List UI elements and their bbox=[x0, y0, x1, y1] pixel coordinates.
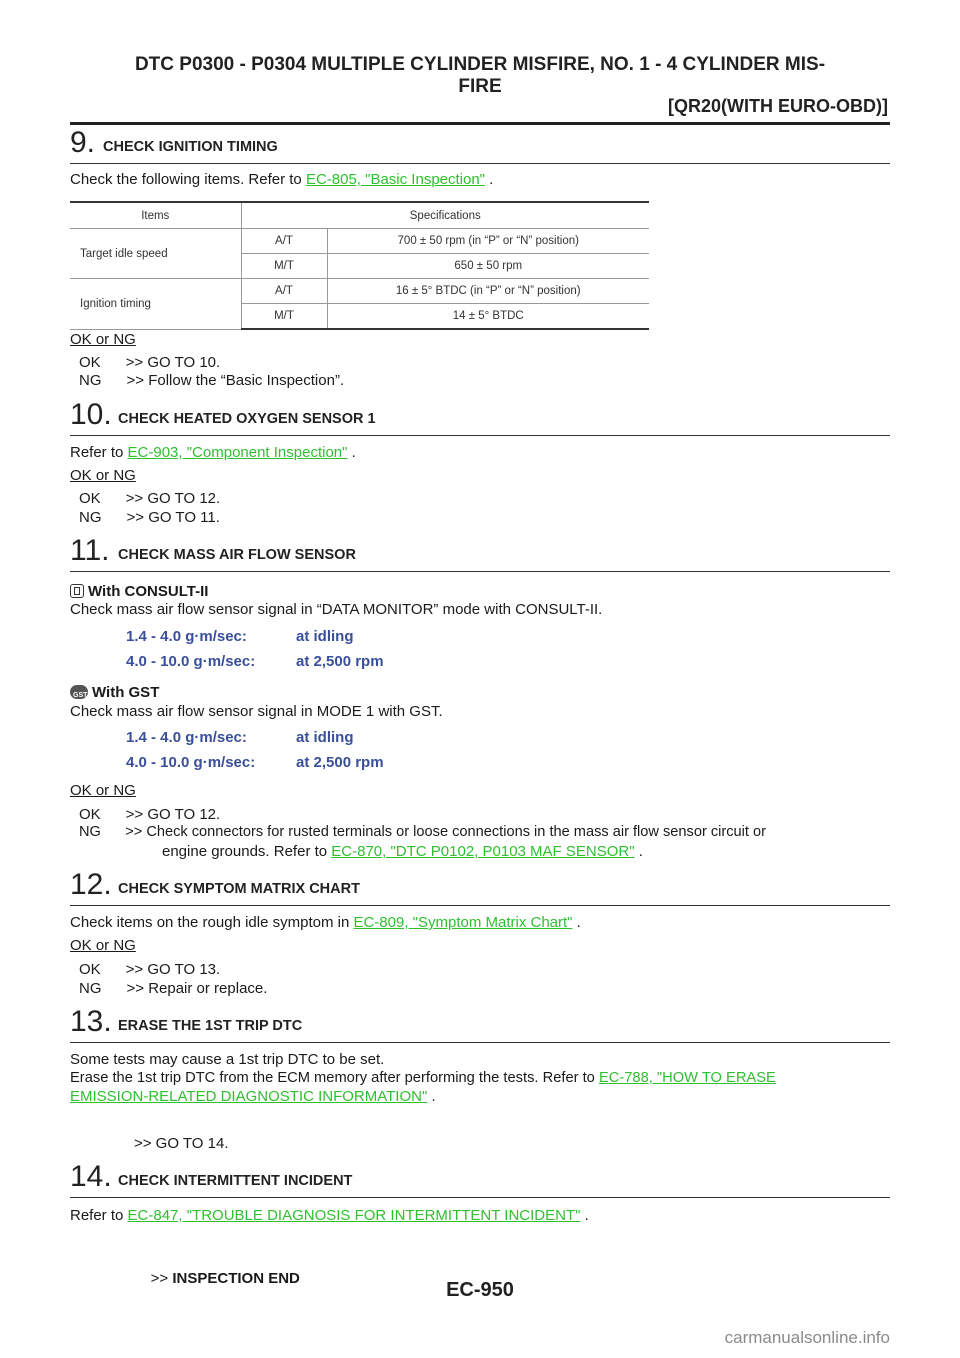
page-title bbox=[70, 54, 890, 98]
gst-spec-cond-1: at idling bbox=[296, 729, 354, 746]
section-12-number: 12. bbox=[70, 868, 112, 901]
page-subtitle: [QR20(WITH EURO-OBD)] bbox=[668, 96, 888, 116]
section-9-number: 9. bbox=[70, 126, 96, 159]
section-11-ok-result: OK >> GO TO 12. bbox=[79, 806, 221, 823]
erase-dtc-link-cont[interactable]: EMISSION-RELATED DIAGNOSTIC INFORMATION" bbox=[70, 1088, 428, 1105]
consult-spec-range-2: 4.0 - 10.0 g·m/sec: bbox=[126, 653, 256, 670]
ignition-spec-table bbox=[70, 201, 649, 330]
section-10-ng-result: NG >> GO TO 11. bbox=[79, 509, 220, 526]
section-13-line2 bbox=[70, 1069, 776, 1087]
component-inspection-link[interactable]: EC-903, "Component Inspection" bbox=[127, 444, 348, 461]
section-14-text-pre: Refer to bbox=[70, 1207, 128, 1224]
result-arrow: >> bbox=[150, 1270, 173, 1287]
section-11-heading bbox=[70, 536, 890, 572]
section-11-ng-result-line2 bbox=[162, 843, 643, 860]
section-9-text bbox=[70, 171, 493, 189]
section-12-ok-or-ng: OK or NG bbox=[70, 937, 136, 954]
gst-spec-range-2: 4.0 - 10.0 g·m/sec: bbox=[126, 754, 256, 771]
section-9-text-post: . bbox=[485, 171, 494, 188]
section-13-number: 13. bbox=[70, 1005, 112, 1038]
section-13-heading bbox=[70, 1007, 890, 1043]
section-12-ng-result: NG >> Repair or replace. bbox=[79, 980, 268, 997]
gst-text: Check mass air flow sensor signal in MODE 1 with GST. bbox=[70, 703, 443, 720]
section-14-heading bbox=[70, 1162, 890, 1198]
section-13-title: ERASE THE 1ST TRIP DTC bbox=[118, 1018, 303, 1034]
section-10-text-post: . bbox=[347, 444, 356, 461]
section-10-number: 10. bbox=[70, 398, 112, 431]
section-9-ok-result: OK >> GO TO 10. bbox=[79, 354, 221, 371]
section-11-title: CHECK MASS AIR FLOW SENSOR bbox=[118, 547, 356, 563]
section-11-number: 11. bbox=[70, 534, 110, 567]
section-12-heading bbox=[70, 870, 890, 906]
section-9-text-pre: Check the following items. Refer to bbox=[70, 171, 306, 188]
table-cell-value: 14 ± 5° BTDC bbox=[327, 304, 649, 330]
section-12-text bbox=[70, 914, 581, 932]
section-14-text bbox=[70, 1207, 589, 1225]
ng-line2-post: . bbox=[634, 843, 643, 860]
section-13-result: >> GO TO 14. bbox=[134, 1135, 229, 1152]
section-14-number: 14. bbox=[70, 1160, 112, 1193]
table-cell-mode: M/T bbox=[241, 304, 327, 330]
erase-dtc-link[interactable]: EC-788, "HOW TO ERASE bbox=[598, 1070, 776, 1086]
section-13-line2-pre: Erase the 1st trip DTC from the ECM memory after performing the tests. Refer to bbox=[70, 1070, 599, 1086]
section-13-line3 bbox=[70, 1088, 436, 1106]
section-12-ok-result: OK >> GO TO 13. bbox=[79, 961, 221, 978]
watermark: carmanualsonline.info bbox=[724, 1328, 890, 1347]
consult-text: Check mass air flow sensor signal in “DATA MONITOR” mode with CONSULT-II. bbox=[70, 601, 603, 618]
basic-inspection-link[interactable]: EC-805, "Basic Inspection" bbox=[305, 171, 486, 188]
section-10-title: CHECK HEATED OXYGEN SENSOR 1 bbox=[118, 411, 376, 427]
consult-spec-cond-1: at idling bbox=[296, 628, 354, 645]
section-12-title: CHECK SYMPTOM MATRIX CHART bbox=[118, 881, 360, 897]
section-12-text-post: . bbox=[572, 914, 581, 931]
table-cell-item: Ignition timing bbox=[70, 279, 241, 330]
consult-label: With CONSULT-II bbox=[88, 583, 209, 600]
table-cell-value: 700 ± 50 rpm (in “P” or “N” position) bbox=[327, 229, 649, 254]
table-cell-mode: A/T bbox=[241, 229, 327, 254]
inspection-end-label: INSPECTION END bbox=[172, 1270, 300, 1287]
consult-spec-cond-2: at 2,500 rpm bbox=[296, 653, 384, 670]
section-9-title: CHECK IGNITION TIMING bbox=[103, 139, 278, 155]
table-cell-value: 650 ± 50 rpm bbox=[327, 254, 649, 279]
consult-spec-range-1: 1.4 - 4.0 g·m/sec: bbox=[126, 628, 247, 645]
consult-heading bbox=[70, 583, 208, 601]
section-14-title: CHECK INTERMITTENT INCIDENT bbox=[118, 1173, 353, 1189]
page-title-line2: FIRE bbox=[458, 76, 502, 97]
consult-icon bbox=[70, 584, 84, 598]
section-9-ng-result: NG >> Follow the “Basic Inspection”. bbox=[79, 372, 345, 389]
table-cell-value: 16 ± 5° BTDC (in “P” or “N” position) bbox=[327, 279, 649, 304]
ng-line2-pre: engine grounds. Refer to bbox=[162, 843, 332, 860]
table-header-items: Items bbox=[70, 202, 241, 229]
section-10-ok-result: OK >> GO TO 12. bbox=[79, 490, 221, 507]
section-14-text-post: . bbox=[580, 1207, 589, 1224]
header-divider bbox=[70, 122, 890, 125]
section-11-ng-result: NG >> Check connectors for rusted terminals or loose connections in the mass air flow sensor circuit or bbox=[79, 824, 767, 840]
table-row bbox=[70, 279, 649, 304]
symptom-matrix-link[interactable]: EC-809, "Symptom Matrix Chart" bbox=[353, 914, 573, 931]
gst-spec-range-1: 1.4 - 4.0 g·m/sec: bbox=[126, 729, 247, 746]
section-10-heading bbox=[70, 400, 890, 436]
gst-spec-cond-2: at 2,500 rpm bbox=[296, 754, 384, 771]
table-header-row bbox=[70, 202, 649, 229]
section-12-text-pre: Check items on the rough idle symptom in bbox=[70, 914, 354, 931]
section-9-heading bbox=[70, 128, 890, 164]
section-13-text-post: . bbox=[427, 1088, 436, 1105]
maf-sensor-link[interactable]: EC-870, "DTC P0102, P0103 MAF SENSOR" bbox=[331, 843, 635, 860]
table-cell-mode: M/T bbox=[241, 254, 327, 279]
gst-label: With GST bbox=[92, 684, 160, 701]
section-10-ok-or-ng: OK or NG bbox=[70, 467, 136, 484]
gst-heading bbox=[70, 684, 159, 702]
section-9-ok-or-ng: OK or NG bbox=[70, 331, 136, 348]
section-10-text bbox=[70, 444, 356, 462]
table-cell-mode: A/T bbox=[241, 279, 327, 304]
section-10-text-pre: Refer to bbox=[70, 444, 128, 461]
section-13-line1: Some tests may cause a 1st trip DTC to be set. bbox=[70, 1051, 385, 1068]
intermittent-incident-link[interactable]: EC-847, "TROUBLE DIAGNOSIS FOR INTERMITTENT INCIDENT" bbox=[127, 1207, 581, 1224]
page-title-line1: DTC P0300 - P0304 MULTIPLE CYLINDER MISFIRE, NO. 1 - 4 CYLINDER MIS- bbox=[134, 54, 826, 75]
page-number: EC-950 bbox=[446, 1279, 514, 1301]
gst-icon: GST bbox=[70, 685, 88, 699]
table-header-specs: Specifications bbox=[241, 202, 649, 229]
table-row bbox=[70, 229, 649, 254]
table-cell-item: Target idle speed bbox=[70, 229, 241, 279]
section-11-ok-or-ng: OK or NG bbox=[70, 782, 136, 799]
